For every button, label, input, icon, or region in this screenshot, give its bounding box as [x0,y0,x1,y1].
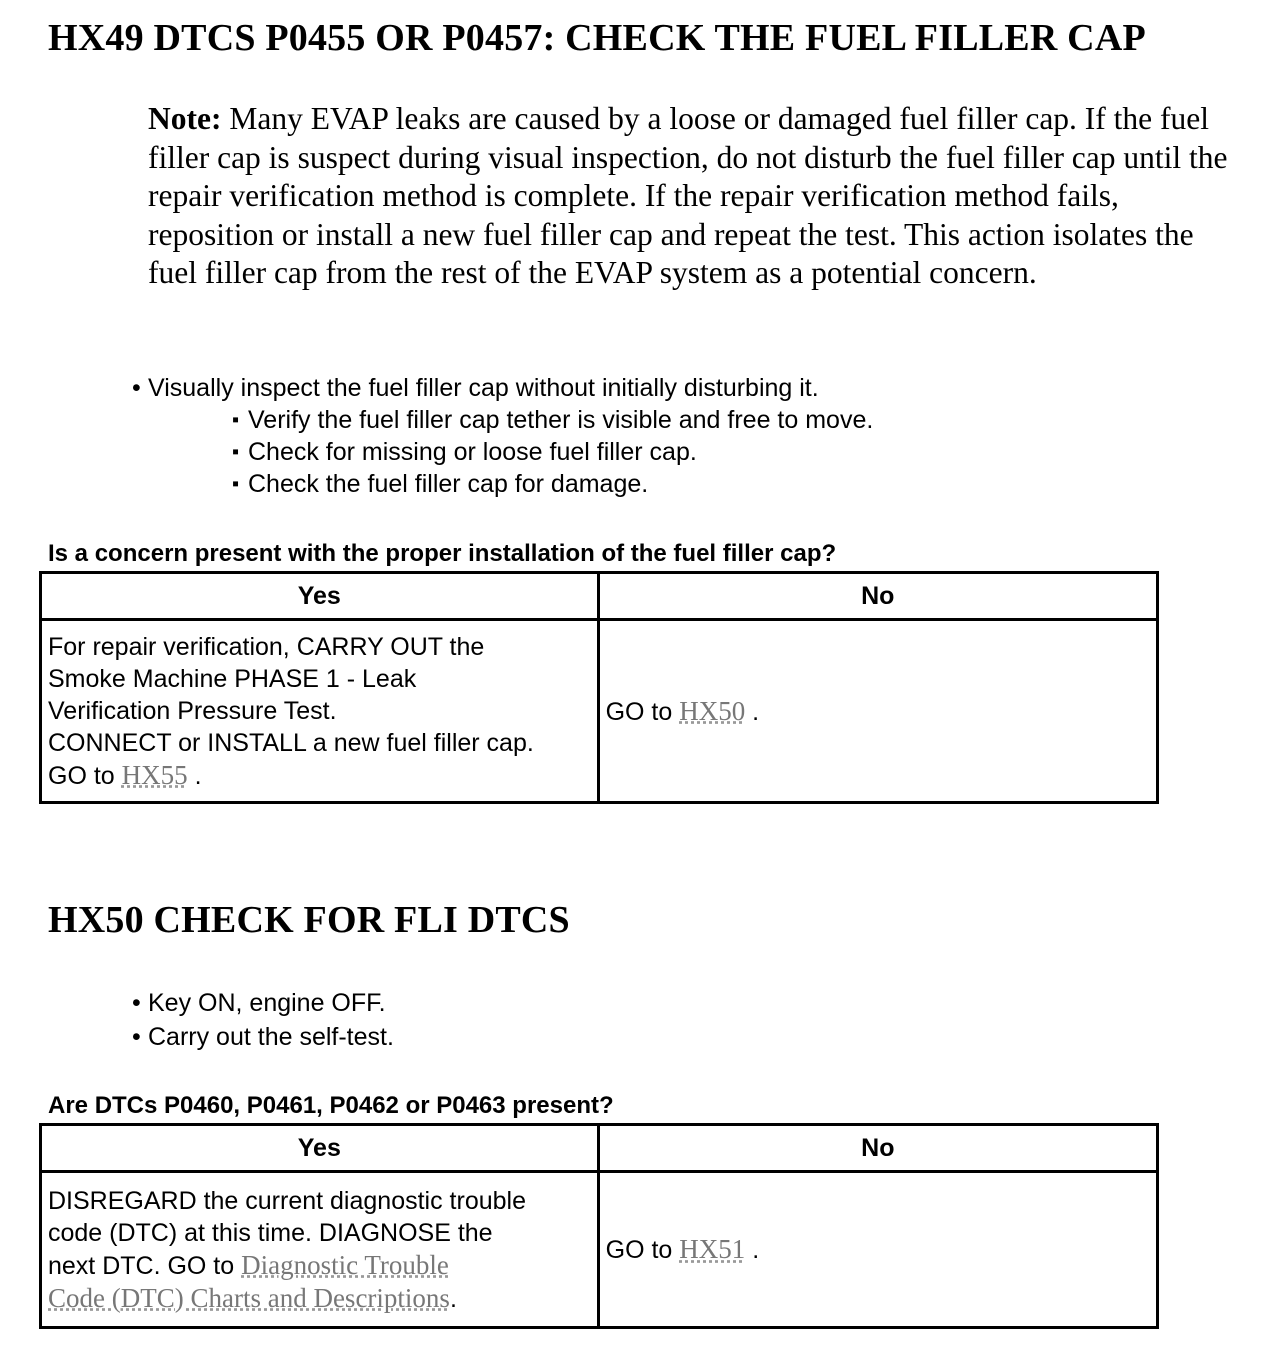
bullet-square-icon: ▪ [232,409,240,431]
note-label: Note: [148,101,222,136]
list-item: ▪ Check for missing or loose fuel filler cap. [232,438,697,466]
no-header: No [598,1125,1157,1172]
link-hx55[interactable]: HX55 [121,759,188,790]
list-item: • Carry out the self-test. [148,1020,394,1054]
bullet-dot-icon: • [132,989,141,1017]
note-text: Many EVAP leaks are caused by a loose or damaged fuel filler cap. If the fuel filler cap is suspect during visual inspection, do not disturb the fuel filler cap until the repair verification method is complete. If the repair verification method fails, reposition or install a new fuel filler cap and repeat the test. This action isolates the fuel filler cap from the rest of the EVAP system as a potential concern. [148,101,1228,290]
bullet-dot-icon: • [132,374,141,402]
link-dtc-charts-cont[interactable]: Code (DTC) Charts and Descriptions [48,1282,450,1313]
section-heading-hx50: HX50 CHECK FOR FLI DTCS [48,899,570,941]
table-header-row [41,1125,1158,1172]
self-test-steps-list [132,986,394,1054]
decision-table-hx50 [39,1123,1159,1329]
note-paragraph [148,100,1248,293]
list-item: • Key ON, engine OFF. [148,986,394,1020]
list-item: ▪ Check the fuel filler cap for damage. [232,470,649,498]
yes-cell: DISREGARD the current diagnostic trouble code (DTC) at this time. DIAGNOSE the next DTC. GO to Diagnostic Trouble Code (DTC) Charts and Descriptions. [41,1172,599,1328]
link-dtc-charts[interactable]: Diagnostic Trouble [241,1249,449,1280]
yes-header: Yes [41,1125,599,1172]
inspection-steps-list [132,372,874,500]
decision-table-hx49 [39,571,1159,804]
table-row [41,620,1158,803]
list-item: ▪ Verify the fuel filler cap tether is visible and free to move. [232,406,874,434]
link-hx51[interactable]: HX51 [679,1234,746,1264]
question-hx49: Is a concern present with the proper installation of the fuel filler cap? [48,540,837,567]
no-cell: GO to HX50 . [598,620,1157,803]
no-cell: GO to HX51 . [598,1172,1157,1328]
list-item: • Visually inspect the fuel filler cap without initially disturbing it. [132,374,819,402]
yes-header: Yes [41,573,599,620]
question-hx50: Are DTCs P0460, P0461, P0462 or P0463 present? [48,1092,614,1119]
no-header: No [598,573,1157,620]
table-header-row [41,573,1158,620]
bullet-square-icon: ▪ [232,473,240,495]
link-hx50[interactable]: HX50 [679,695,746,726]
bullet-dot-icon: • [132,1023,141,1051]
yes-cell: For repair verification, CARRY OUT the Smoke Machine PHASE 1 - Leak Verification Pressure Test. CONNECT or INSTALL a new fuel filler cap. GO to HX55 . [41,620,599,803]
table-row [41,1172,1158,1328]
bullet-square-icon: ▪ [232,441,240,463]
section-heading-hx49: HX49 DTCS P0455 OR P0457: CHECK THE FUEL FILLER CAP [48,17,1146,59]
